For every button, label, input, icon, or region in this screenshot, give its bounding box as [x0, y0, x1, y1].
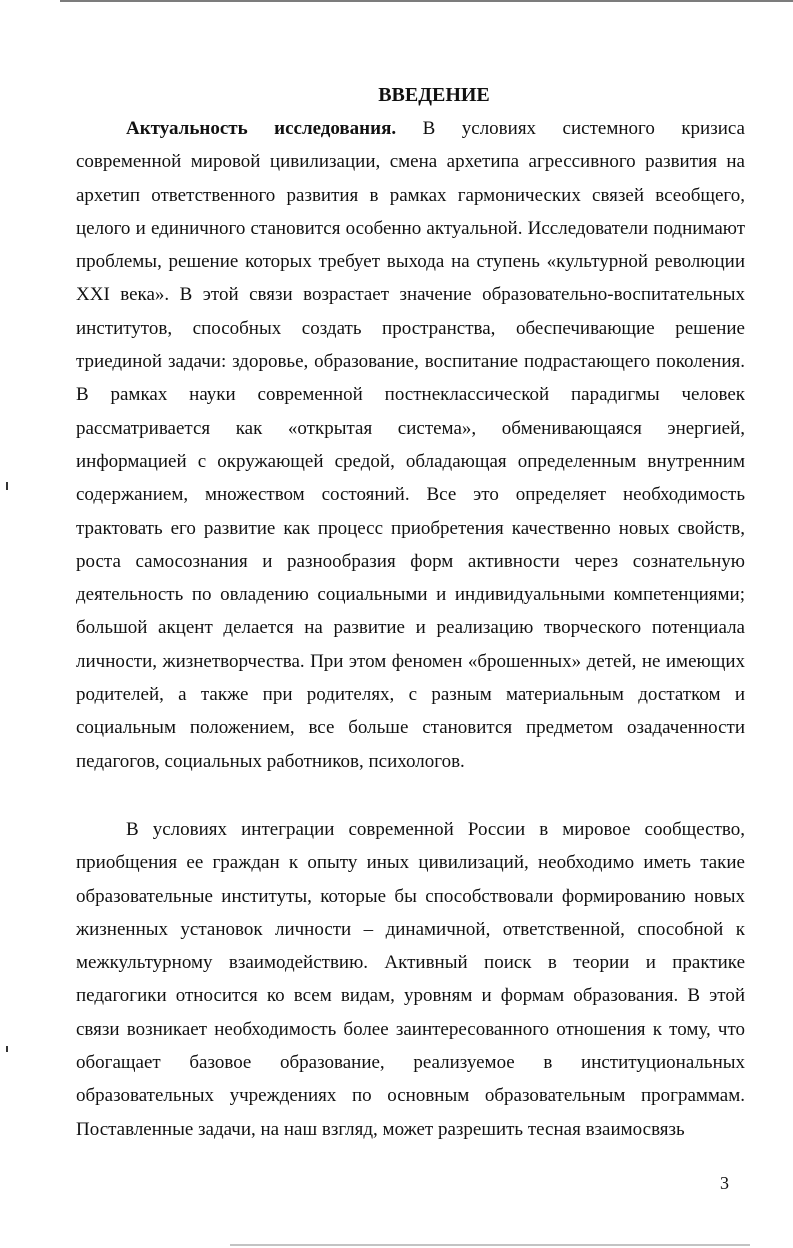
paragraph-integration: В условиях интеграции современной России в мировое сообщество, приобщения ее граждан к опыту иных цивилизаций, необходимо иметь такие образовательные институты, которые бы способствовали формированию новых жизненных установок личности – динамичной, ответственной, способной к межкультурному взаимодействию. Активный поиск в теории и практике педагогики относится ко всем видам, уровням и формам образования. В этой связи возникает необходимость более заинтересованного отношения к тому, что обогащает базовое образование, реализуемое в институциональных образовательных учреждениях по основным образовательным программам. Поставленные задачи, на наш взгляд, может разрешить тесная взаимосвязь	[76, 819, 745, 1140]
page-number: 3	[720, 1173, 729, 1193]
paragraph-relevance	[76, 112, 745, 778]
paragraph-text: В условиях системного кризиса современной мировой цивилизации, смена архетипа агрессивного развития на архетип ответственного развития в рамках гармонических связей всеобщего, целого и единичного становится особенно актуальной. Исследователи поднимают проблемы, решение которых требует выхода на ступень «культурной революции XXI века». В этой связи возрастает значение образовательно-воспитательных институтов, способных создать пространства, обеспечивающие решение триединой задачи: здоровье, образование, воспитание подрастающего поколения. В рамках науки современной постнеклассической парадигмы человек рассматривается как «открытая система», обменивающаяся энергией, информацией с окружающей средой, обладающая определенным внутренним содержанием, множеством состояний. Все это определяет необходимость трактовать его развитие как процесс приобретения качественно новых свойств, роста самосознания и разнообразия форм активности через сознательную деятельность по овладению социальными и индивидуальными компетенциями; большой акцент делается на развитие и реализацию творческого потенциала личности, жизнетворчества. При этом феномен «брошенных» детей, не имеющих родителей, а также при родителях, с разным материальным достатком и социальным положением, все больше становится предметом озадаченности педагогов, социальных работников, психологов.	[76, 118, 745, 772]
scan-margin-mark	[6, 1046, 8, 1052]
page-title: ВВЕДЕНИЕ	[378, 84, 490, 106]
scan-bottom-edge	[230, 1244, 750, 1246]
paragraph-lead: Актуальность исследования.	[126, 118, 397, 139]
scan-top-edge	[60, 0, 793, 2]
scan-margin-mark	[6, 482, 8, 490]
